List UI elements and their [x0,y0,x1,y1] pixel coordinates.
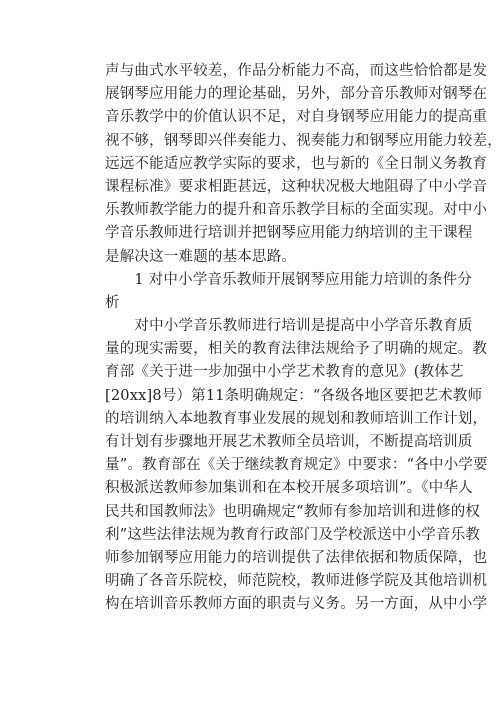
text-line: 量”。教育部在《关于继续教育规定》中要求：“各中小学要 [105,457,488,474]
text-line: 远远不能适应教学实际的要求，也与新的《全日制义务教育 [105,155,488,172]
text-line: [20xx]8号）第11条明确规定：“各级各地区要把艺术教师 [105,387,483,404]
text-line: 构在培训音乐教师方面的职责与义务。另一方面，从中小学 [105,596,488,613]
text-line: 育部《关于进一步加强中小学艺术教育的意见》(教体艺 [105,364,464,381]
text-line: 展钢琴应用能力的理论基础，另外，部分音乐教师对钢琴在 [105,86,488,103]
text-line: 积极派送教师参加集训和在本校开展多项培训”。《中华人 [105,480,473,497]
text-line: 学音乐教师进行培训并把钢琴应用能力纳培训的主干课程 [105,225,473,242]
text-line: 声与曲式水平较差，作品分析能力不高，而这些恰恰都是发 [105,63,488,79]
text-line: 量的现实需要，相关的教育法律法规给予了明确的规定。教 [105,341,488,358]
text-line: 乐教师教学能力的提升和音乐教学目标的全面实现。对中小 [105,202,488,219]
text-line: 是解决这一难题的基本思路。 [105,248,297,265]
text-line: 课程标准》要求相距甚远，这种状况极大地阻碍了中小学音 [105,178,488,195]
text-line: 民共和国教师法》也明确规定“教师有参加培训和进修的权 [105,503,481,520]
body-text [105,60,502,617]
text-line: 明确了各音乐院校，师范院校，教师进修学院及其他培训机 [105,573,488,590]
text-line: 的培训纳入本地教育事业发展的规划和教师培训工作计划， [105,410,488,427]
text-line: 音乐教学中的价值认识不足，对自身钢琴应用能力的提高重 [105,109,488,126]
section-heading-line: 1 对中小学音乐教师开展钢琴应用能力培训的条件分 [105,271,473,288]
text-line: 师参加钢琴应用能力的培训提供了法律依据和物质保障，也 [105,549,488,566]
text-line: 利”这些法律法规为教育行政部门及学校派送中小学音乐教 [105,526,481,543]
text-line: 对中小学音乐教师进行培训是提高中小学音乐教育质 [105,318,473,335]
text-line: 视不够，钢琴即兴伴奏能力、视奏能力和钢琴应用能力较差， [105,132,502,149]
section-heading-line: 析 [105,294,120,311]
text-line: 有计划有步骤地开展艺术教师全员培训，不断提高培训质 [105,434,473,450]
